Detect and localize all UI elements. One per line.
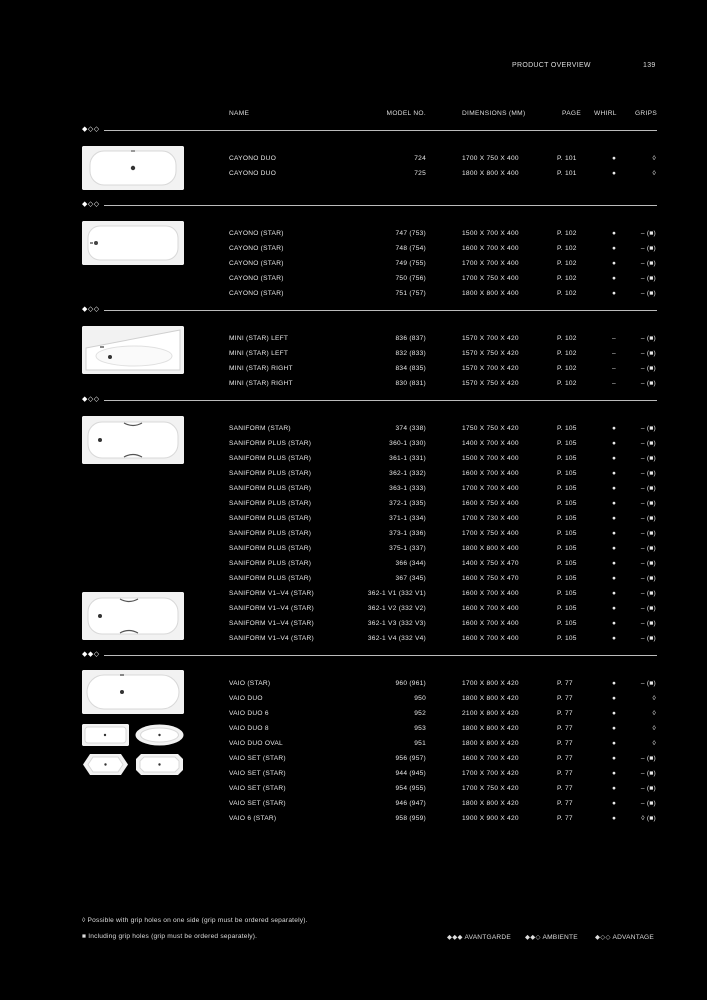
cell-dimensions: 1800 X 800 X 420: [462, 740, 519, 747]
cell-grips: ◊ (■): [641, 815, 656, 822]
cell-whirl: ●: [612, 755, 617, 762]
cell-grips: – (■): [640, 485, 656, 492]
cell-page: P. 105: [557, 575, 577, 582]
cell-dimensions: 1600 X 700 X 400: [462, 470, 519, 477]
legend-avantgarde: ◆◆◆ AVANTGARDE: [447, 934, 511, 941]
cell-model: 749 (755): [395, 260, 426, 267]
cell-page: P. 101: [557, 155, 577, 162]
divider-line: [104, 400, 657, 401]
cell-whirl: ●: [612, 545, 617, 552]
cell-grips: ◊: [652, 725, 656, 732]
cell-dimensions: 1700 X 750 X 420: [462, 785, 519, 792]
cell-model: 750 (756): [395, 275, 426, 282]
cell-whirl: ●: [612, 620, 617, 627]
cell-page: P. 77: [557, 740, 573, 747]
cell-page: P. 105: [557, 425, 577, 432]
cell-dimensions: 1700 X 750 X 400: [462, 275, 519, 282]
cell-whirl: ●: [612, 575, 617, 582]
bathtub-image-saniform-v: [82, 592, 184, 640]
cell-name: SANIFORM PLUS (STAR): [229, 485, 312, 492]
footnote-grip-one-side: ◊ Possible with grip holes on one side (grip must be ordered separately).: [82, 917, 308, 924]
cell-dimensions: 1600 X 700 X 400: [462, 620, 519, 627]
cell-name: CAYONO (STAR): [229, 275, 284, 282]
col-page: PAGE: [562, 110, 582, 117]
bathtub-image-cayono: [82, 221, 184, 265]
cell-name: VAIO DUO OVAL: [229, 740, 283, 747]
cell-grips: – (■): [640, 530, 656, 537]
cell-page: P. 102: [557, 335, 577, 342]
cell-whirl: ●: [612, 635, 617, 642]
cell-grips: – (■): [640, 515, 656, 522]
cell-whirl: ●: [612, 530, 617, 537]
cell-dimensions: 1570 X 750 X 420: [462, 350, 519, 357]
cell-whirl: ●: [612, 605, 617, 612]
cell-grips: – (■): [640, 380, 656, 387]
section-mark: ◆◇◇: [82, 201, 100, 208]
cell-name: VAIO SET (STAR): [229, 755, 286, 762]
bathtub-image-vaio-6: [135, 753, 184, 776]
cell-name: CAYONO DUO: [229, 170, 277, 177]
cell-grips: ◊: [652, 740, 656, 747]
cell-grips: – (■): [640, 680, 656, 687]
cell-model: 944 (945): [395, 770, 426, 777]
cell-grips: – (■): [640, 440, 656, 447]
cell-whirl: ●: [612, 290, 617, 297]
cell-model: 362-1 V2 (332 V2): [367, 605, 426, 612]
cell-grips: – (■): [640, 260, 656, 267]
cell-dimensions: 1600 X 700 X 400: [462, 590, 519, 597]
cell-name: VAIO SET (STAR): [229, 770, 286, 777]
cell-model: 362-1 V4 (332 V4): [367, 635, 426, 642]
cell-page: P. 105: [557, 455, 577, 462]
cell-model: 954 (955): [395, 785, 426, 792]
cell-dimensions: 1800 X 800 X 420: [462, 725, 519, 732]
cell-page: P. 105: [557, 620, 577, 627]
cell-whirl: –: [612, 380, 616, 387]
cell-page: P. 77: [557, 815, 573, 822]
cell-dimensions: 2100 X 800 X 420: [462, 710, 519, 717]
cell-whirl: ●: [612, 695, 617, 702]
col-dimensions: DIMENSIONS (MM): [462, 110, 526, 117]
cell-model: 748 (754): [395, 245, 426, 252]
cell-dimensions: 1500 X 700 X 400: [462, 455, 519, 462]
cell-model: 946 (947): [395, 800, 426, 807]
cell-name: SANIFORM V1–V4 (STAR): [229, 605, 314, 612]
cell-page: P. 102: [557, 230, 577, 237]
cell-page: P. 77: [557, 770, 573, 777]
cell-grips: – (■): [640, 785, 656, 792]
cell-model: 361-1 (331): [389, 455, 426, 462]
cell-name: VAIO DUO 8: [229, 725, 269, 732]
cell-name: VAIO DUO 6: [229, 710, 269, 717]
cell-dimensions: 1600 X 750 X 400: [462, 500, 519, 507]
cell-dimensions: 1700 X 700 X 400: [462, 260, 519, 267]
cell-dimensions: 1700 X 800 X 420: [462, 680, 519, 687]
cell-dimensions: 1700 X 750 X 400: [462, 155, 519, 162]
cell-whirl: ●: [612, 710, 617, 717]
cell-whirl: ●: [612, 260, 617, 267]
cell-name: SANIFORM PLUS (STAR): [229, 470, 312, 477]
cell-whirl: ●: [612, 785, 617, 792]
cell-grips: – (■): [640, 365, 656, 372]
cell-whirl: –: [612, 335, 616, 342]
cell-grips: ◊: [652, 695, 656, 702]
cell-model: 362-1 V1 (332 V1): [367, 590, 426, 597]
cell-grips: – (■): [640, 575, 656, 582]
cell-model: 362-1 (332): [389, 470, 426, 477]
cell-page: P. 77: [557, 680, 573, 687]
cell-dimensions: 1570 X 700 X 420: [462, 335, 519, 342]
legend-ambiente: ◆◆◇ AMBIENTE: [525, 934, 578, 941]
cell-name: CAYONO (STAR): [229, 260, 284, 267]
cell-name: SANIFORM (STAR): [229, 425, 291, 432]
cell-model: 956 (957): [395, 755, 426, 762]
cell-whirl: ●: [612, 800, 617, 807]
cell-page: P. 101: [557, 170, 577, 177]
cell-grips: – (■): [640, 635, 656, 642]
cell-name: SANIFORM PLUS (STAR): [229, 500, 312, 507]
cell-page: P. 105: [557, 485, 577, 492]
col-whirl: WHIRL: [594, 110, 617, 117]
cell-model: 363-1 (333): [389, 485, 426, 492]
cell-grips: – (■): [640, 335, 656, 342]
cell-page: P. 102: [557, 380, 577, 387]
cell-name: CAYONO (STAR): [229, 290, 284, 297]
cell-page: P. 77: [557, 785, 573, 792]
cell-page: P. 77: [557, 725, 573, 732]
bathtub-image-vaio: [82, 670, 184, 714]
cell-name: VAIO DUO: [229, 695, 263, 702]
cell-page: P. 105: [557, 590, 577, 597]
cell-page: P. 105: [557, 440, 577, 447]
cell-whirl: ●: [612, 770, 617, 777]
cell-model: 362-1 V3 (332 V3): [367, 620, 426, 627]
cell-model: 375-1 (337): [389, 545, 426, 552]
section-mark: ◆◇◇: [82, 306, 100, 313]
cell-grips: – (■): [640, 620, 656, 627]
cell-dimensions: 1600 X 700 X 400: [462, 245, 519, 252]
col-name: NAME: [229, 110, 250, 117]
cell-whirl: ●: [612, 245, 617, 252]
cell-whirl: –: [612, 365, 616, 372]
cell-dimensions: 1600 X 750 X 470: [462, 575, 519, 582]
bathtub-image-mini: [82, 326, 184, 374]
cell-grips: ◊: [652, 155, 656, 162]
cell-dimensions: 1600 X 700 X 400: [462, 605, 519, 612]
cell-model: 366 (344): [395, 560, 426, 567]
cell-grips: – (■): [640, 590, 656, 597]
cell-model: 953: [414, 725, 426, 732]
cell-page: P. 77: [557, 695, 573, 702]
cell-whirl: ●: [612, 485, 617, 492]
bathtub-image-vaio-duo-oval: [135, 724, 184, 746]
cell-page: P. 102: [557, 350, 577, 357]
cell-grips: – (■): [640, 755, 656, 762]
page-title: PRODUCT OVERVIEW: [512, 62, 591, 69]
cell-page: P. 105: [557, 560, 577, 567]
cell-grips: – (■): [640, 245, 656, 252]
cell-model: 373-1 (336): [389, 530, 426, 537]
cell-dimensions: 1800 X 800 X 420: [462, 800, 519, 807]
bathtub-image-saniform: [82, 416, 184, 464]
cell-name: VAIO (STAR): [229, 680, 271, 687]
cell-page: P. 102: [557, 275, 577, 282]
cell-page: P. 77: [557, 800, 573, 807]
cell-whirl: ●: [612, 470, 617, 477]
cell-name: SANIFORM PLUS (STAR): [229, 575, 312, 582]
cell-grips: – (■): [640, 290, 656, 297]
cell-dimensions: 1570 X 750 X 420: [462, 380, 519, 387]
divider-line: [104, 205, 657, 206]
cell-name: SANIFORM PLUS (STAR): [229, 545, 312, 552]
cell-page: P. 102: [557, 290, 577, 297]
cell-name: CAYONO (STAR): [229, 245, 284, 252]
cell-model: 372-1 (335): [389, 500, 426, 507]
cell-dimensions: 1400 X 750 X 470: [462, 560, 519, 567]
cell-dimensions: 1570 X 700 X 420: [462, 365, 519, 372]
cell-model: 751 (757): [395, 290, 426, 297]
cell-name: VAIO SET (STAR): [229, 785, 286, 792]
cell-whirl: ●: [612, 740, 617, 747]
cell-grips: – (■): [640, 560, 656, 567]
cell-whirl: ●: [612, 230, 617, 237]
cell-whirl: ●: [612, 455, 617, 462]
cell-page: P. 105: [557, 635, 577, 642]
cell-name: SANIFORM V1–V4 (STAR): [229, 620, 314, 627]
cell-model: 952: [414, 710, 426, 717]
cell-whirl: ●: [612, 425, 617, 432]
cell-dimensions: 1500 X 700 X 400: [462, 230, 519, 237]
cell-whirl: ●: [612, 725, 617, 732]
cell-model: 834 (835): [395, 365, 426, 372]
cell-whirl: ●: [612, 815, 617, 822]
cell-page: P. 77: [557, 755, 573, 762]
cell-dimensions: 1800 X 800 X 400: [462, 170, 519, 177]
cell-dimensions: 1600 X 700 X 420: [462, 755, 519, 762]
cell-grips: – (■): [640, 275, 656, 282]
cell-page: P. 105: [557, 500, 577, 507]
cell-name: CAYONO (STAR): [229, 230, 284, 237]
cell-grips: ◊: [652, 710, 656, 717]
cell-name: SANIFORM PLUS (STAR): [229, 440, 312, 447]
cell-name: SANIFORM V1–V4 (STAR): [229, 635, 314, 642]
divider-line: [104, 310, 657, 311]
cell-whirl: ●: [612, 500, 617, 507]
cell-page: P. 105: [557, 530, 577, 537]
cell-name: SANIFORM PLUS (STAR): [229, 455, 312, 462]
cell-name: MINI (STAR) LEFT: [229, 335, 289, 342]
cell-grips: – (■): [640, 455, 656, 462]
cell-name: SANIFORM V1–V4 (STAR): [229, 590, 314, 597]
cell-model: 836 (837): [395, 335, 426, 342]
cell-dimensions: 1800 X 800 X 400: [462, 290, 519, 297]
cell-model: 371-1 (334): [389, 515, 426, 522]
cell-whirl: ●: [612, 560, 617, 567]
cell-dimensions: 1900 X 900 X 420: [462, 815, 519, 822]
cell-page: P. 102: [557, 365, 577, 372]
cell-grips: – (■): [640, 605, 656, 612]
cell-whirl: ●: [612, 440, 617, 447]
footnote-grip-holes: ■ Including grip holes (grip must be ordered separately).: [82, 933, 258, 940]
cell-name: SANIFORM PLUS (STAR): [229, 530, 312, 537]
cell-grips: ◊: [652, 170, 656, 177]
cell-name: VAIO 6 (STAR): [229, 815, 277, 822]
cell-model: 747 (753): [395, 230, 426, 237]
cell-name: MINI (STAR) LEFT: [229, 350, 289, 357]
cell-whirl: ●: [612, 155, 617, 162]
bathtub-image-vaio-duo-8: [82, 753, 129, 776]
cell-model: 367 (345): [395, 575, 426, 582]
cell-name: SANIFORM PLUS (STAR): [229, 560, 312, 567]
cell-model: 951: [414, 740, 426, 747]
cell-whirl: ●: [612, 275, 617, 282]
cell-whirl: –: [612, 350, 616, 357]
cell-whirl: ●: [612, 170, 617, 177]
cell-model: 360-1 (330): [389, 440, 426, 447]
cell-page: P. 105: [557, 515, 577, 522]
cell-model: 374 (338): [395, 425, 426, 432]
page-number: 139: [643, 62, 656, 69]
cell-model: 725: [414, 170, 426, 177]
cell-page: P. 102: [557, 260, 577, 267]
cell-model: 960 (961): [395, 680, 426, 687]
cell-dimensions: 1750 X 750 X 420: [462, 425, 519, 432]
section-mark: ◆◇◇: [82, 396, 100, 403]
cell-dimensions: 1700 X 730 X 400: [462, 515, 519, 522]
cell-grips: – (■): [640, 425, 656, 432]
cell-dimensions: 1800 X 800 X 420: [462, 695, 519, 702]
cell-dimensions: 1700 X 700 X 400: [462, 485, 519, 492]
cell-model: 958 (959): [395, 815, 426, 822]
cell-name: MINI (STAR) RIGHT: [229, 380, 293, 387]
cell-dimensions: 1700 X 750 X 400: [462, 530, 519, 537]
divider-line: [104, 130, 657, 131]
cell-whirl: ●: [612, 590, 617, 597]
cell-grips: – (■): [640, 230, 656, 237]
cell-model: 724: [414, 155, 426, 162]
legend-advantage: ◆◇◇ ADVANTAGE: [595, 934, 654, 941]
bathtub-image-cayono-duo: [82, 146, 184, 190]
cell-dimensions: 1400 X 700 X 400: [462, 440, 519, 447]
cell-dimensions: 1800 X 800 X 400: [462, 545, 519, 552]
cell-whirl: ●: [612, 515, 617, 522]
cell-page: P. 102: [557, 245, 577, 252]
divider-line: [104, 655, 657, 656]
cell-model: 830 (831): [395, 380, 426, 387]
cell-name: CAYONO DUO: [229, 155, 277, 162]
col-grips: GRIPS: [635, 110, 658, 117]
cell-page: P. 77: [557, 710, 573, 717]
section-mark: ◆◆◇: [82, 651, 100, 658]
cell-grips: – (■): [640, 545, 656, 552]
cell-model: 950: [414, 695, 426, 702]
cell-grips: – (■): [640, 800, 656, 807]
cell-name: VAIO SET (STAR): [229, 800, 286, 807]
bathtub-image-vaio-duo: [82, 724, 129, 746]
section-mark: ◆◇◇: [82, 126, 100, 133]
cell-grips: – (■): [640, 470, 656, 477]
cell-grips: – (■): [640, 350, 656, 357]
cell-grips: – (■): [640, 770, 656, 777]
cell-model: 832 (833): [395, 350, 426, 357]
cell-dimensions: 1700 X 700 X 420: [462, 770, 519, 777]
cell-page: P. 105: [557, 470, 577, 477]
cell-grips: – (■): [640, 500, 656, 507]
cell-dimensions: 1600 X 700 X 400: [462, 635, 519, 642]
cell-name: SANIFORM PLUS (STAR): [229, 515, 312, 522]
col-model: MODEL NO.: [386, 110, 426, 117]
cell-name: MINI (STAR) RIGHT: [229, 365, 293, 372]
cell-page: P. 105: [557, 605, 577, 612]
cell-page: P. 105: [557, 545, 577, 552]
cell-whirl: ●: [612, 680, 617, 687]
